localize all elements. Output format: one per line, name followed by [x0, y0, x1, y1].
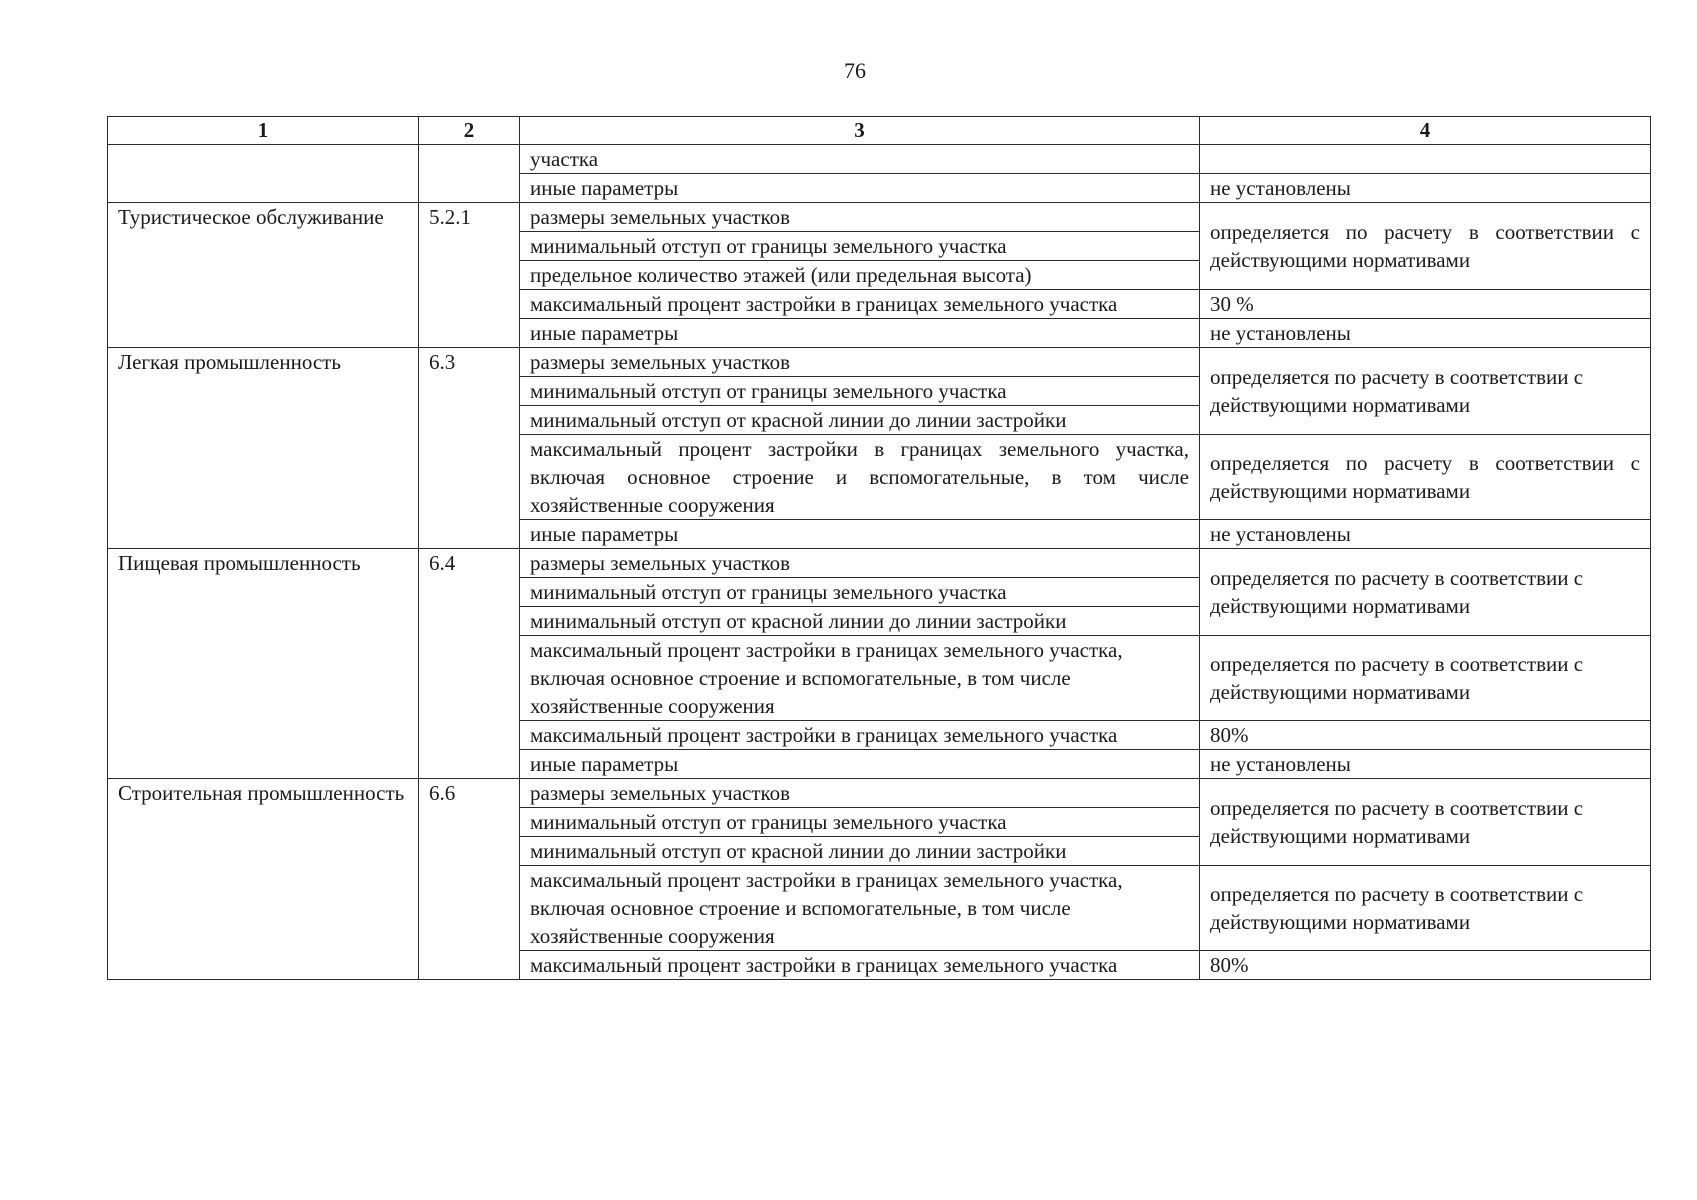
- column-header-2: 2: [419, 117, 520, 145]
- parameter-cell: максимальный процент застройки в границах земельного участка: [520, 951, 1200, 980]
- value-cell: определяется по расчету в соответствии с действующими нормативами: [1200, 348, 1651, 435]
- column-header-1: 1: [108, 117, 419, 145]
- land-use-code-cell: 5.2.1: [419, 203, 520, 348]
- parameter-cell: минимальный отступ от границы земельного участка: [520, 808, 1200, 837]
- zoning-parameters-table: [107, 116, 1651, 980]
- land-use-type-cell: Строительная промышленность: [108, 779, 419, 980]
- value-cell: 30 %: [1200, 290, 1651, 319]
- value-cell: определяется по расчету в соответствии с действующими нормативами: [1200, 435, 1651, 520]
- land-use-type-cell: Туристическое обслуживание: [108, 203, 419, 348]
- parameter-cell: участка: [520, 145, 1200, 174]
- value-cell: определяется по расчету в соответствии с действующими нормативами: [1200, 779, 1651, 866]
- parameter-cell: иные параметры: [520, 174, 1200, 203]
- land-use-code-cell: 6.3: [419, 348, 520, 549]
- continuation-code-cell: [419, 145, 520, 203]
- parameter-cell: минимальный отступ от границы земельного участка: [520, 377, 1200, 406]
- parameter-cell: размеры земельных участков: [520, 549, 1200, 578]
- table-row: [108, 549, 1651, 578]
- value-cell: [1200, 145, 1651, 174]
- column-header-3: 3: [520, 117, 1200, 145]
- parameter-cell: иные параметры: [520, 319, 1200, 348]
- land-use-code-cell: 6.4: [419, 549, 520, 779]
- parameter-cell: минимальный отступ от красной линии до линии застройки: [520, 837, 1200, 866]
- parameter-cell: минимальный отступ от границы земельного участка: [520, 578, 1200, 607]
- land-use-type-cell: Легкая промышленность: [108, 348, 419, 549]
- parameter-cell: размеры земельных участков: [520, 203, 1200, 232]
- value-cell: определяется по расчету в соответствии с действующими нормативами: [1200, 549, 1651, 636]
- table-header-row: [108, 117, 1651, 145]
- value-cell: не установлены: [1200, 520, 1651, 549]
- parameter-cell: максимальный процент застройки в границах земельного участка, включая основное строение и вспомогательные, в том числе хозяйственные сооружения: [520, 636, 1200, 721]
- parameter-cell: иные параметры: [520, 520, 1200, 549]
- table-row: [108, 779, 1651, 808]
- table-row: [108, 203, 1651, 232]
- parameter-cell: максимальный процент застройки в границах земельного участка: [520, 721, 1200, 750]
- value-cell: определяется по расчету в соответствии с действующими нормативами: [1200, 866, 1651, 951]
- table-row: [108, 348, 1651, 377]
- continuation-name-cell: [108, 145, 419, 203]
- table-row: [108, 145, 1651, 174]
- value-cell: не установлены: [1200, 750, 1651, 779]
- column-header-4: 4: [1200, 117, 1651, 145]
- parameter-cell: минимальный отступ от красной линии до линии застройки: [520, 406, 1200, 435]
- parameter-cell: максимальный процент застройки в границах земельного участка, включая основное строение и вспомогательные, в том числе хозяйственные сооружения: [520, 435, 1200, 520]
- value-cell: не установлены: [1200, 174, 1651, 203]
- parameter-cell: размеры земельных участков: [520, 779, 1200, 808]
- value-cell: не установлены: [1200, 319, 1651, 348]
- page-number: 76: [844, 58, 866, 83]
- value-cell: 80%: [1200, 951, 1651, 980]
- parameter-cell: максимальный процент застройки в границах земельного участка, включая основное строение и вспомогательные, в том числе хозяйственные сооружения: [520, 866, 1200, 951]
- value-cell: 80%: [1200, 721, 1651, 750]
- parameter-cell: размеры земельных участков: [520, 348, 1200, 377]
- parameter-cell: иные параметры: [520, 750, 1200, 779]
- parameter-cell: предельное количество этажей (или предельная высота): [520, 261, 1200, 290]
- parameter-cell: минимальный отступ от границы земельного участка: [520, 232, 1200, 261]
- value-cell: определяется по расчету в соответствии с действующими нормативами: [1200, 203, 1651, 290]
- parameter-cell: максимальный процент застройки в границах земельного участка: [520, 290, 1200, 319]
- land-use-code-cell: 6.6: [419, 779, 520, 980]
- land-use-type-cell: Пищевая промышленность: [108, 549, 419, 779]
- parameter-cell: минимальный отступ от красной линии до линии застройки: [520, 607, 1200, 636]
- value-cell: определяется по расчету в соответствии с действующими нормативами: [1200, 636, 1651, 721]
